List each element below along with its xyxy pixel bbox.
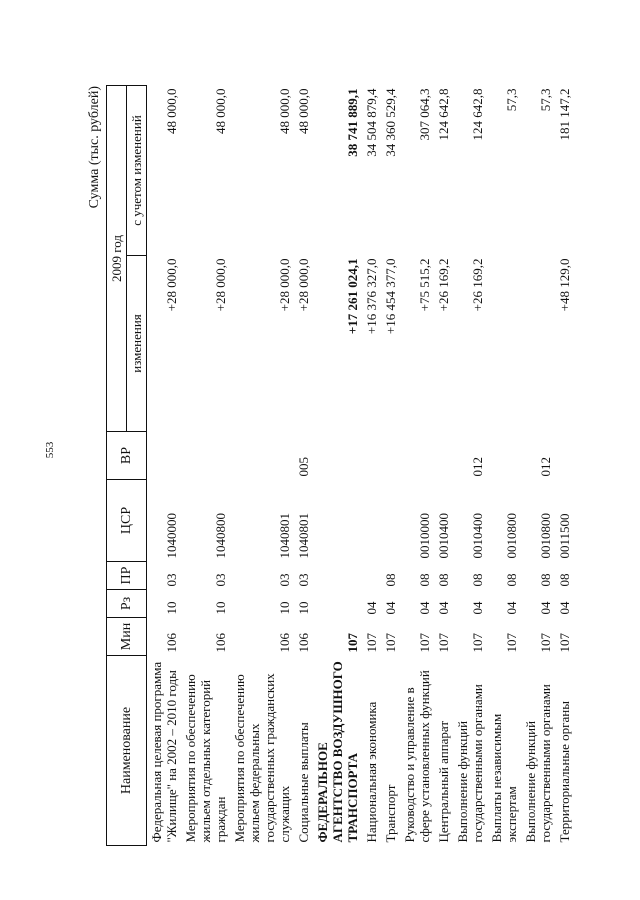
units-caption: Сумма (тыс. рублей) (87, 86, 102, 209)
row-pr: 08 (504, 573, 519, 587)
row-name: ФЕДЕРАЛЬНОЕ АГЕНТСТВО ВОЗДУШНОГО ТРАНСПОРТА (315, 661, 360, 843)
row-changes: +28 000,0 (213, 258, 228, 312)
row-changes: +28 000,0 (296, 258, 311, 312)
row-rz: 10 (296, 601, 311, 615)
row-min: 107 (538, 633, 553, 653)
row-vr: 012 (470, 457, 485, 477)
budget-table (106, 85, 574, 846)
row-csr: 0010400 (436, 513, 451, 559)
row-pr: 08 (538, 573, 553, 587)
header-with-changes: с учетом изменений (127, 86, 147, 256)
row-vr: 012 (538, 457, 553, 477)
row-name: Выполнение функций государственными органами (455, 684, 485, 843)
row-vr (400, 432, 434, 480)
row-name: Центральный аппарат (436, 720, 451, 843)
header-name: Наименование (107, 656, 147, 846)
row-csr: 1040800 (213, 513, 228, 559)
row-csr: 1040801 (277, 513, 292, 559)
row-changes: +48 129,0 (557, 258, 572, 312)
row-min: 106 (213, 633, 228, 653)
row-name: Мероприятия по обеспечению жильем федеральных государственных гражданских служащих (232, 673, 292, 843)
table-body (147, 86, 575, 846)
row-changes: +28 000,0 (164, 258, 179, 312)
table-row (487, 86, 521, 846)
row-changes: +16 454 377,0 (383, 258, 398, 335)
row-total: 34 360 529,4 (383, 88, 398, 157)
row-pr: 08 (557, 573, 572, 587)
table-row (400, 86, 434, 846)
row-rz: 04 (436, 601, 451, 615)
row-name: Руководство и управление в сфере установленных функций (402, 670, 432, 843)
header-rz: Рз (107, 590, 147, 618)
row-total: 57,3 (538, 88, 553, 112)
row-changes (487, 256, 521, 432)
row-total: 48 000,0 (296, 88, 311, 134)
row-name: Национальная экономика (364, 701, 379, 843)
row-changes (521, 256, 555, 432)
row-rz: 10 (213, 601, 228, 615)
page-number: 553 (44, 441, 56, 459)
row-total: 48 000,0 (164, 88, 179, 134)
row-total: 48 000,0 (213, 88, 228, 134)
row-rz: 04 (383, 601, 398, 615)
row-rz: 04 (557, 601, 572, 615)
row-vr (230, 432, 294, 480)
row-pr: 08 (383, 573, 398, 587)
row-vr (434, 432, 453, 480)
row-name: Транспорт (383, 784, 398, 843)
table-row (434, 86, 453, 846)
row-name: Территориальные органы (557, 701, 572, 843)
row-changes: +17 261 024,1 (345, 258, 360, 335)
table-row (453, 86, 487, 846)
row-total: 34 504 879,4 (364, 88, 379, 157)
header-vr: ВР (107, 432, 147, 480)
row-min: 106 (296, 633, 311, 653)
table-row (230, 86, 294, 846)
row-csr: 1040801 (296, 513, 311, 559)
row-min: 107 (436, 633, 451, 653)
table-header (107, 86, 147, 846)
row-total: 124 642,8 (436, 88, 451, 141)
row-name: Федеральная целевая программа "Жилище" на 2002 – 2010 годы (149, 661, 179, 843)
header-pr: ПР (107, 562, 147, 590)
row-csr: 0010000 (417, 513, 432, 559)
row-total: 57,3 (504, 88, 519, 112)
row-vr (181, 432, 230, 480)
row-pr: 08 (417, 573, 432, 587)
header-min: Мин (107, 618, 147, 656)
table-row (181, 86, 230, 846)
row-vr (362, 432, 381, 480)
row-name: Мероприятия по обеспечению жильем отдельных категорий граждан (183, 674, 228, 843)
row-min: 107 (557, 633, 572, 653)
row-changes: +28 000,0 (277, 258, 292, 312)
row-rz: 10 (277, 601, 292, 615)
row-csr (313, 480, 362, 562)
row-name: Выплаты независимым экспертам (489, 713, 519, 843)
row-min: 107 (470, 633, 485, 653)
row-csr (362, 480, 381, 562)
row-changes: +75 515,2 (417, 258, 432, 312)
row-total: 48 000,0 (277, 88, 292, 134)
row-name: Выполнение функций государственными органами (523, 684, 553, 843)
table-row (362, 86, 381, 846)
row-name: Социальные выплаты (296, 722, 311, 843)
row-rz: 04 (504, 601, 519, 615)
row-min: 107 (345, 633, 360, 653)
row-vr (147, 432, 182, 480)
row-changes: +26 169,2 (470, 258, 485, 312)
row-changes: +16 376 327,0 (364, 258, 379, 335)
row-pr (362, 562, 381, 590)
row-total: 181 147,2 (557, 88, 572, 141)
row-vr (487, 432, 521, 480)
table-row (313, 86, 362, 846)
row-min: 106 (164, 633, 179, 653)
row-pr: 03 (213, 573, 228, 587)
row-vr: 005 (296, 457, 311, 477)
row-total: 38 741 889,1 (345, 88, 360, 157)
row-rz: 04 (538, 601, 553, 615)
row-total: 124 642,8 (470, 88, 485, 141)
table-row (294, 86, 313, 846)
table-row (521, 86, 555, 846)
table-row (147, 86, 182, 846)
row-rz: 04 (417, 601, 432, 615)
row-pr: 03 (164, 573, 179, 587)
row-min: 107 (364, 633, 379, 653)
row-vr (313, 432, 362, 480)
row-rz: 04 (364, 601, 379, 615)
table-row (381, 86, 400, 846)
row-rz: 10 (164, 601, 179, 615)
row-total: 307 064,3 (417, 88, 432, 141)
row-rz: 04 (470, 601, 485, 615)
row-pr: 08 (436, 573, 451, 587)
row-min: 107 (417, 633, 432, 653)
row-vr (555, 432, 574, 480)
row-min: 107 (383, 633, 398, 653)
budget-table-page (86, 86, 606, 846)
row-min: 107 (504, 633, 519, 653)
header-changes: изменения (127, 256, 147, 432)
row-rz (313, 590, 362, 618)
row-csr: 0010400 (470, 513, 485, 559)
row-min: 106 (277, 633, 292, 653)
row-pr: 08 (470, 573, 485, 587)
row-pr: 03 (296, 573, 311, 587)
header-csr: ЦСР (107, 480, 147, 562)
header-year: 2009 год (107, 86, 127, 432)
row-csr: 1040000 (164, 513, 179, 559)
table-row (555, 86, 574, 846)
row-csr: 0010800 (538, 513, 553, 559)
row-pr: 03 (277, 573, 292, 587)
row-csr (381, 480, 400, 562)
row-changes: +26 169,2 (436, 258, 451, 312)
row-csr: 0011500 (557, 513, 572, 559)
row-pr (313, 562, 362, 590)
row-vr (381, 432, 400, 480)
row-csr: 0010800 (504, 513, 519, 559)
